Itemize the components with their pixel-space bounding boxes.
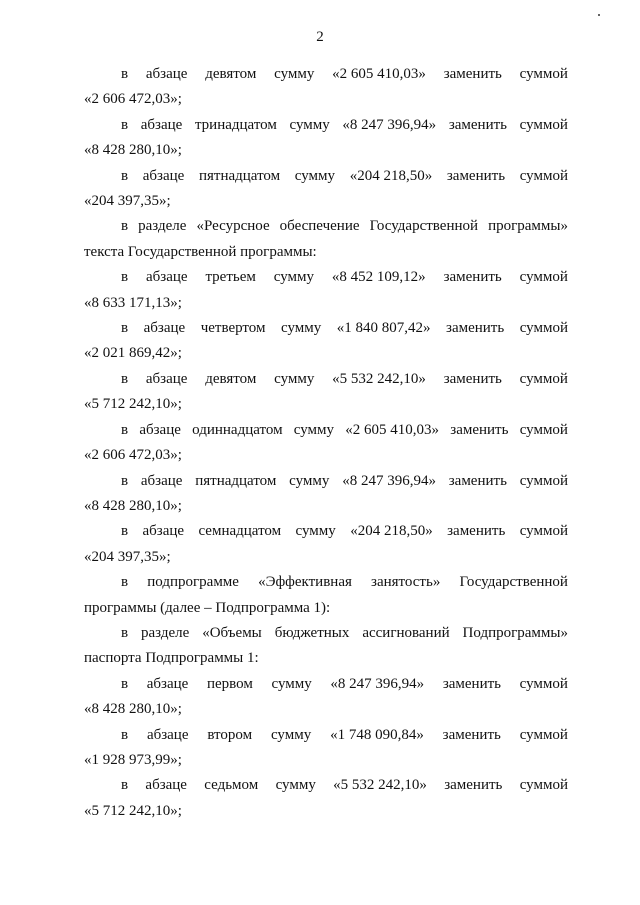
word: в (121, 320, 129, 337)
word: седьмом (204, 777, 259, 794)
word: абзаце (140, 116, 183, 133)
word: «8 452 109,12» (331, 269, 426, 286)
word: заменить (446, 320, 505, 337)
word: суммой (519, 66, 568, 82)
word: абзаце (142, 523, 185, 540)
word: абзаце (146, 675, 189, 692)
word: «5 532 242,10» (333, 777, 427, 794)
word: обеспечение (279, 218, 360, 235)
word: абзаце (140, 472, 183, 489)
paragraph (84, 62, 568, 113)
word: тринадцатом (194, 116, 277, 133)
paragraph-continuation-line: «2 606 472,03»; (84, 447, 182, 464)
paragraph (84, 621, 568, 672)
word: «Эффективная (258, 574, 352, 591)
word: заменить (443, 370, 502, 387)
paragraph-continuation-line: «1 928 973,99»; (84, 751, 182, 768)
word: в (121, 523, 129, 540)
paragraph (84, 519, 568, 570)
word: девятом (205, 370, 257, 387)
paragraph (84, 723, 568, 774)
word: «8 247 396,94» (342, 116, 437, 133)
word: суммой (519, 320, 568, 337)
word: сумму (273, 269, 315, 286)
word: суммой (519, 370, 568, 387)
paragraph-continuation-line: «8 428 280,10»; (84, 701, 182, 718)
word: абзаце (145, 777, 187, 794)
paragraph-first-line (84, 164, 568, 189)
word: в (121, 66, 129, 82)
word: «1 748 090,84» (330, 726, 424, 743)
word: одиннадцатом (192, 421, 283, 438)
word: разделе (138, 218, 187, 235)
paragraph-first-line (84, 367, 568, 392)
word: Государственной (369, 218, 479, 235)
word: суммой (519, 269, 568, 286)
word: сумму (274, 370, 315, 387)
word: «204 218,50» (349, 167, 433, 184)
word: разделе (141, 624, 190, 641)
word: суммой (519, 472, 568, 489)
paragraph-first-line (84, 265, 568, 290)
paragraph-first-line (84, 469, 568, 494)
word: в (121, 574, 129, 591)
paragraph (84, 570, 568, 621)
word: в (121, 726, 129, 743)
word: сумму (289, 116, 330, 133)
word: ассигнований (362, 624, 450, 641)
paragraph-first-line (84, 773, 568, 798)
word: сумму (271, 675, 312, 692)
word: «8 247 396,94» (342, 472, 436, 489)
paragraph-first-line (84, 672, 568, 697)
word: заменить (443, 66, 502, 82)
paragraph (84, 367, 568, 418)
paragraph (84, 469, 568, 520)
word: «2 605 410,03» (345, 421, 440, 438)
word: занятость» (371, 574, 441, 591)
paragraph-first-line (84, 214, 568, 239)
word: сумму (293, 421, 335, 438)
word: заменить (444, 777, 503, 794)
paragraph-continuation-line: «8 428 280,10»; (84, 497, 182, 514)
paragraph-continuation-line: программы (далее – Подпрограмма 1): (84, 599, 331, 616)
word: программы» (488, 218, 568, 235)
word: девятом (205, 66, 257, 82)
word: «8 247 396,94» (330, 675, 425, 692)
word: заменить (450, 421, 509, 438)
word: Подпрограммы» (462, 624, 568, 641)
word: в (121, 472, 129, 489)
word: абзаце (142, 167, 185, 184)
word: суммой (519, 777, 568, 794)
paragraph-continuation-line: «204 397,35»; (84, 548, 171, 565)
paragraph (84, 418, 568, 469)
word: сумму (289, 472, 330, 489)
scan-speck (598, 14, 600, 16)
word: втором (207, 726, 253, 743)
paragraph (84, 214, 568, 265)
word: третьем (205, 269, 256, 286)
paragraph (84, 672, 568, 723)
word: абзаце (146, 726, 189, 743)
paragraph-first-line (84, 723, 568, 748)
word: семнадцатом (198, 523, 282, 540)
paragraph-first-line (84, 62, 568, 87)
paragraph-continuation-line: «8 633 171,13»; (84, 294, 182, 311)
word: в (121, 116, 129, 133)
word: заменить (442, 675, 501, 692)
paragraph (84, 113, 568, 164)
paragraph-continuation-line: «5 712 242,10»; (84, 802, 182, 819)
word: суммой (519, 116, 568, 133)
word: в (121, 624, 129, 641)
word: «1 840 807,42» (336, 320, 431, 337)
word: абзаце (143, 320, 186, 337)
word: в (121, 269, 129, 286)
word: «5 532 242,10» (332, 370, 426, 387)
paragraph-first-line (84, 418, 568, 443)
paragraph-first-line (84, 519, 568, 544)
paragraph (84, 316, 568, 367)
paragraph-continuation-line: «8 428 280,10»; (84, 142, 182, 159)
word: суммой (519, 421, 568, 438)
word: в (121, 675, 129, 692)
word: пятнадцатом (195, 472, 277, 489)
word: в (121, 421, 129, 438)
word: сумму (294, 167, 336, 184)
word: четвертом (200, 320, 266, 337)
document-body (84, 62, 568, 824)
paragraph (84, 164, 568, 215)
word: подпрограмме (147, 574, 239, 591)
word: сумму (275, 777, 316, 794)
word: сумму (270, 726, 312, 743)
page-number: 2 (316, 29, 324, 45)
word: бюджетных (274, 624, 350, 641)
word: суммой (519, 167, 568, 184)
word: сумму (274, 66, 315, 82)
word: суммой (519, 523, 568, 540)
word: заменить (447, 523, 506, 540)
word: абзаце (145, 370, 188, 387)
paragraph-continuation-line: «2 606 472,03»; (84, 91, 182, 108)
paragraph-continuation-line: текста Государственной программы: (84, 243, 317, 260)
word: заменить (442, 726, 501, 743)
word: заменить (443, 269, 502, 286)
word: заменить (446, 167, 506, 184)
word: «2 605 410,03» (332, 66, 426, 82)
word: абзаце (139, 421, 181, 438)
word: «204 218,50» (350, 523, 433, 540)
word: в (121, 167, 129, 184)
word: «Ресурсное (196, 218, 270, 235)
word: сумму (280, 320, 322, 337)
word: «Объемы (202, 624, 262, 641)
word: сумму (295, 523, 336, 540)
word: заменить (448, 472, 507, 489)
word: абзаце (145, 66, 188, 82)
word: суммой (519, 726, 568, 743)
paragraph-first-line (84, 570, 568, 595)
word: суммой (519, 675, 568, 692)
paragraph-continuation-line: «5 712 242,10»; (84, 396, 182, 413)
paragraph-first-line (84, 113, 568, 138)
paragraph-continuation-line: «2 021 869,42»; (84, 345, 182, 362)
word: в (121, 370, 129, 387)
paragraph-first-line (84, 621, 568, 646)
word: в (121, 218, 129, 235)
paragraph (84, 265, 568, 316)
paragraph-continuation-line: «204 397,35»; (84, 193, 171, 210)
paragraph-first-line (84, 316, 568, 341)
word: первом (206, 675, 253, 692)
word: Государственной (459, 574, 568, 591)
word: абзаце (145, 269, 188, 286)
word: пятнадцатом (198, 167, 281, 184)
paragraph-continuation-line: паспорта Подпрограммы 1: (84, 650, 259, 667)
paragraph (84, 773, 568, 824)
word: заменить (448, 116, 507, 133)
word: в (121, 777, 129, 794)
